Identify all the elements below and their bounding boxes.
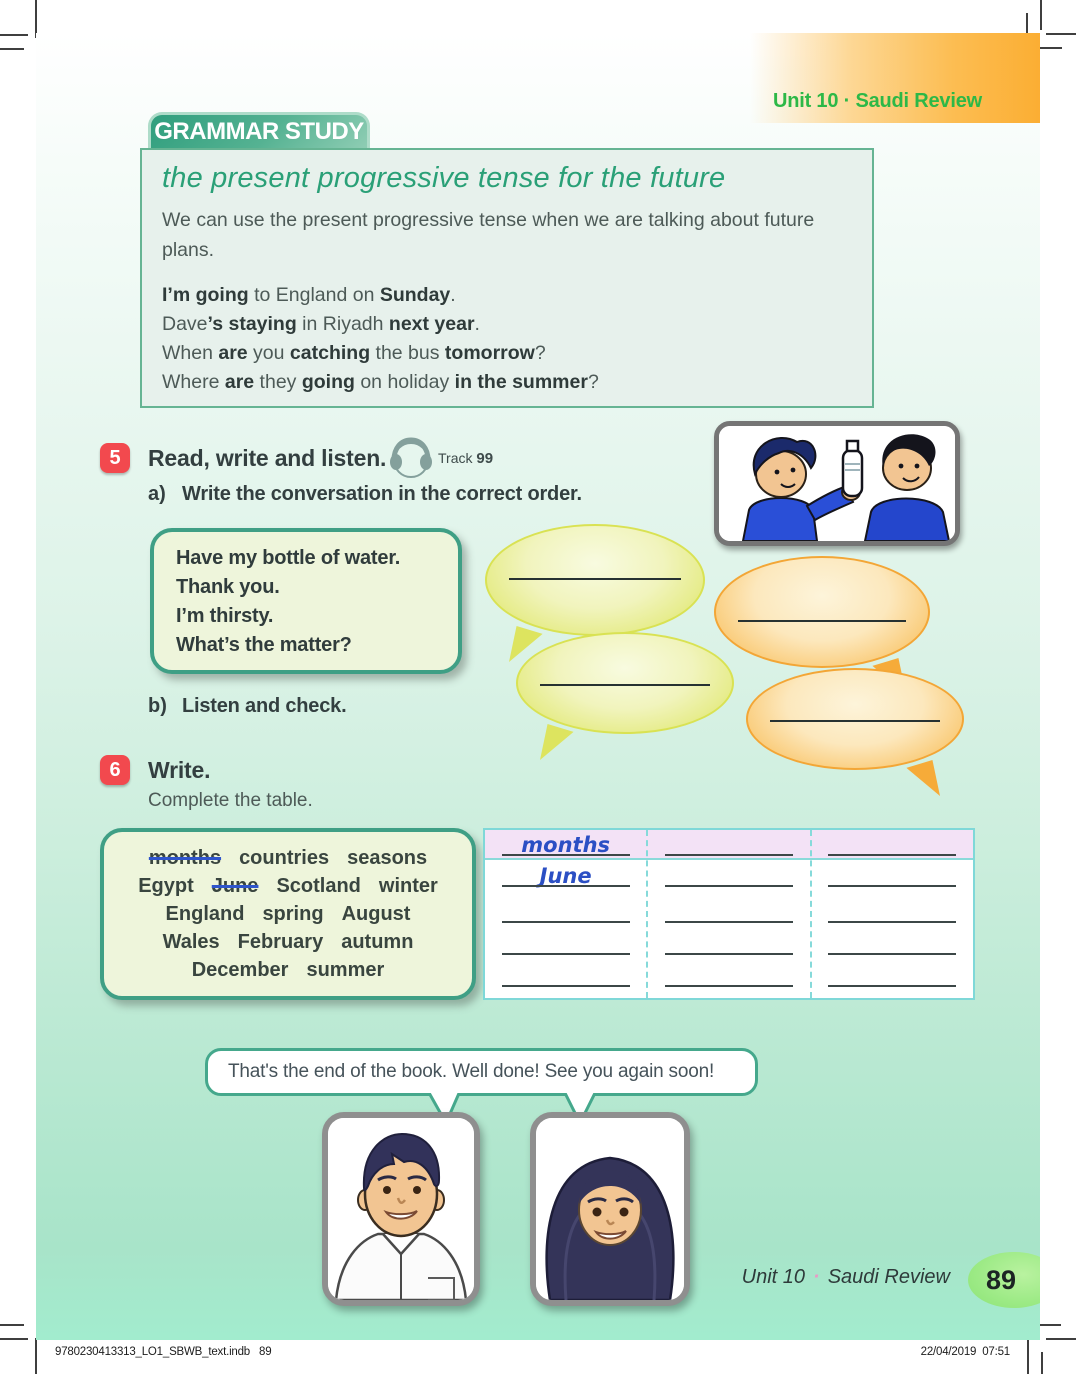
- exercise5-number-badge: [100, 443, 130, 473]
- answer-blank-line[interactable]: [828, 921, 956, 923]
- print-datetime: [921, 1346, 1010, 1358]
- table-cell[interactable]: [648, 959, 809, 991]
- answer-blank-line[interactable]: [828, 885, 956, 887]
- answer-blank-line[interactable]: [665, 854, 793, 856]
- answer-blank-line[interactable]: [665, 885, 793, 887]
- handwritten-answer: months: [521, 833, 611, 857]
- word-bank-row: [114, 956, 462, 984]
- table-cell[interactable]: [812, 860, 973, 891]
- page-number-badge: [968, 1252, 1040, 1308]
- answer-blank-line: [738, 620, 906, 622]
- word-bank-row: [114, 844, 462, 872]
- exercise5-part-a-text: Write the conversation in the correct order.: [182, 483, 582, 505]
- answer-bubble-4: [746, 668, 964, 770]
- word-bank-word: spring: [262, 903, 324, 925]
- grammar-intro: We can use the present progressive tense when we are talking about future plans.: [162, 209, 815, 261]
- word-bank-word: summer: [306, 959, 385, 981]
- grammar-example: Where are they going on holiday in the summer?: [162, 371, 599, 393]
- girl-in-hijab-illustration: [536, 1118, 684, 1300]
- word-bank-word: winter: [378, 875, 438, 897]
- exercise5-number: 5: [109, 446, 121, 469]
- closing-speech-text: That's the end of the book. Well done! See you again soon!: [228, 1061, 715, 1082]
- page-number: 89: [986, 1264, 1017, 1295]
- table-header-cell[interactable]: [648, 830, 809, 860]
- print-date: 22/04/2019: [920, 1346, 977, 1358]
- prompt-line: What’s the matter?: [176, 634, 352, 656]
- word-bank-word: countries: [239, 847, 330, 869]
- exercise6-subtitle: Complete the table.: [148, 790, 313, 811]
- word-bank-row: [114, 872, 462, 900]
- conversation-prompts-box: [150, 528, 462, 674]
- exercise6-number-badge: [100, 755, 130, 785]
- exercise5-part-b-label: b): [148, 695, 167, 717]
- table-cell[interactable]: [485, 959, 646, 991]
- portrait-frame-boy: [322, 1112, 480, 1306]
- word-bank-word-crossed: months: [148, 847, 222, 869]
- grammar-example: I’m going to England on Sunday.: [162, 284, 456, 306]
- table-column-months[interactable]: [485, 830, 646, 998]
- print-file-name: 9780230413313_LO1_SBWB_text.indb: [55, 1346, 251, 1358]
- crop-mark: [0, 48, 24, 50]
- answer-blank-line[interactable]: [665, 921, 793, 923]
- crop-mark: [35, 1338, 37, 1374]
- answer-bubble-2: [714, 556, 930, 668]
- headphones-icon: [388, 435, 434, 481]
- word-bank-word: autumn: [341, 931, 414, 953]
- prompt-line: Thank you.: [176, 576, 280, 598]
- track-word: Track: [438, 450, 473, 466]
- footer-unit-label: [742, 1266, 950, 1289]
- answer-bubble-3: [516, 632, 734, 734]
- crop-mark: [1026, 13, 1028, 35]
- word-bank-word: seasons: [347, 847, 428, 869]
- exercise6-number: 6: [109, 758, 121, 781]
- grammar-title: the present progressive tense for the future: [162, 162, 726, 194]
- unit-banner: [750, 33, 1040, 123]
- grammar-study-tab-label: GRAMMAR STUDY: [154, 118, 364, 145]
- print-file-info: [55, 1346, 271, 1358]
- word-bank-word: Egypt: [138, 875, 194, 897]
- table-cell[interactable]: [812, 927, 973, 959]
- grammar-study-tab: [148, 112, 370, 149]
- word-bank-word: Wales: [162, 931, 220, 953]
- handwritten-answer: June: [539, 864, 592, 888]
- table-cell[interactable]: [812, 959, 973, 991]
- table-cell[interactable]: [485, 860, 646, 891]
- grammar-examples: [162, 281, 852, 397]
- table-cell[interactable]: [485, 891, 646, 927]
- table-column-3[interactable]: [810, 830, 973, 998]
- crop-mark: [0, 1324, 24, 1326]
- crop-mark: [1041, 1352, 1043, 1374]
- closing-speech-bubble: [205, 1048, 758, 1096]
- print-page: 89: [259, 1346, 272, 1358]
- table-cell[interactable]: [648, 860, 809, 891]
- footer-separator-dot: ·: [813, 1266, 820, 1288]
- word-bank-word: February: [237, 931, 324, 953]
- track-label: [438, 450, 493, 467]
- answer-blank-line: [540, 684, 710, 686]
- prompt-line: I’m thirsty.: [176, 605, 274, 627]
- word-bank-word: England: [165, 903, 245, 925]
- table-cell[interactable]: [485, 927, 646, 959]
- word-bank-row: [114, 928, 462, 956]
- track-number: 99: [476, 450, 494, 467]
- table-header-cell[interactable]: [485, 830, 646, 860]
- table-header-cell[interactable]: [812, 830, 973, 860]
- grammar-box: [140, 148, 874, 408]
- page-body: [36, 33, 1040, 1340]
- answer-bubble-1: [485, 524, 705, 636]
- answer-blank-line: [770, 720, 940, 722]
- word-bank-word-crossed: June: [211, 875, 259, 897]
- crop-mark: [0, 34, 28, 36]
- answer-blank-line[interactable]: [502, 953, 630, 955]
- answer-blank-line[interactable]: [502, 854, 630, 856]
- bubble-tail: [898, 760, 940, 796]
- crop-mark: [1046, 1338, 1076, 1340]
- complete-the-table[interactable]: [483, 828, 975, 1000]
- exercise5-part-a-label: a): [148, 483, 166, 505]
- word-bank-word: December: [191, 959, 289, 981]
- answer-blank-line[interactable]: [502, 985, 630, 987]
- portrait-frame-girl: [530, 1112, 690, 1306]
- word-bank-word: Scotland: [276, 875, 361, 897]
- crop-mark: [1037, 1324, 1061, 1326]
- two-boys-sharing-water-bottle-illustration: [719, 426, 955, 541]
- answer-blank-line[interactable]: [502, 885, 630, 887]
- answer-blank-line[interactable]: [665, 953, 793, 955]
- print-time: 07:51: [982, 1346, 1010, 1358]
- exercise5-photo-frame: [714, 421, 960, 546]
- prompt-line: Have my bottle of water.: [176, 547, 401, 569]
- word-bank-box: [100, 828, 476, 1000]
- exercise6-title: Write.: [148, 757, 211, 783]
- word-bank-word: August: [341, 903, 411, 925]
- answer-blank-line[interactable]: [828, 985, 956, 987]
- grammar-example: Dave’s staying in Riyadh next year.: [162, 313, 480, 335]
- crop-mark: [1027, 1340, 1029, 1374]
- boy-in-white-thobe-illustration: [328, 1118, 474, 1300]
- answer-blank-line: [509, 578, 681, 580]
- crop-mark: [0, 1338, 28, 1340]
- footer-section: Saudi Review: [827, 1266, 950, 1288]
- bubble-tail: [540, 724, 582, 760]
- footer-unit: Unit 10: [741, 1266, 806, 1288]
- table-column-2[interactable]: [646, 830, 809, 998]
- table-cell[interactable]: [648, 891, 809, 927]
- word-bank-row: [114, 900, 462, 928]
- exercise5-title: Read, write and listen.: [148, 445, 387, 471]
- table-cell[interactable]: [812, 891, 973, 927]
- unit-banner-label: Unit 10 · Saudi Review: [773, 90, 982, 112]
- answer-blank-line[interactable]: [828, 953, 956, 955]
- answer-blank-line[interactable]: [828, 854, 956, 856]
- exercise5-part-b-text: Listen and check.: [182, 695, 347, 717]
- table-cell[interactable]: [648, 927, 809, 959]
- answer-blank-line[interactable]: [665, 985, 793, 987]
- answer-blank-line[interactable]: [502, 921, 630, 923]
- crop-mark: [1046, 33, 1076, 35]
- grammar-example: When are you catching the bus tomorrow?: [162, 342, 546, 364]
- crop-mark: [1040, 0, 1042, 30]
